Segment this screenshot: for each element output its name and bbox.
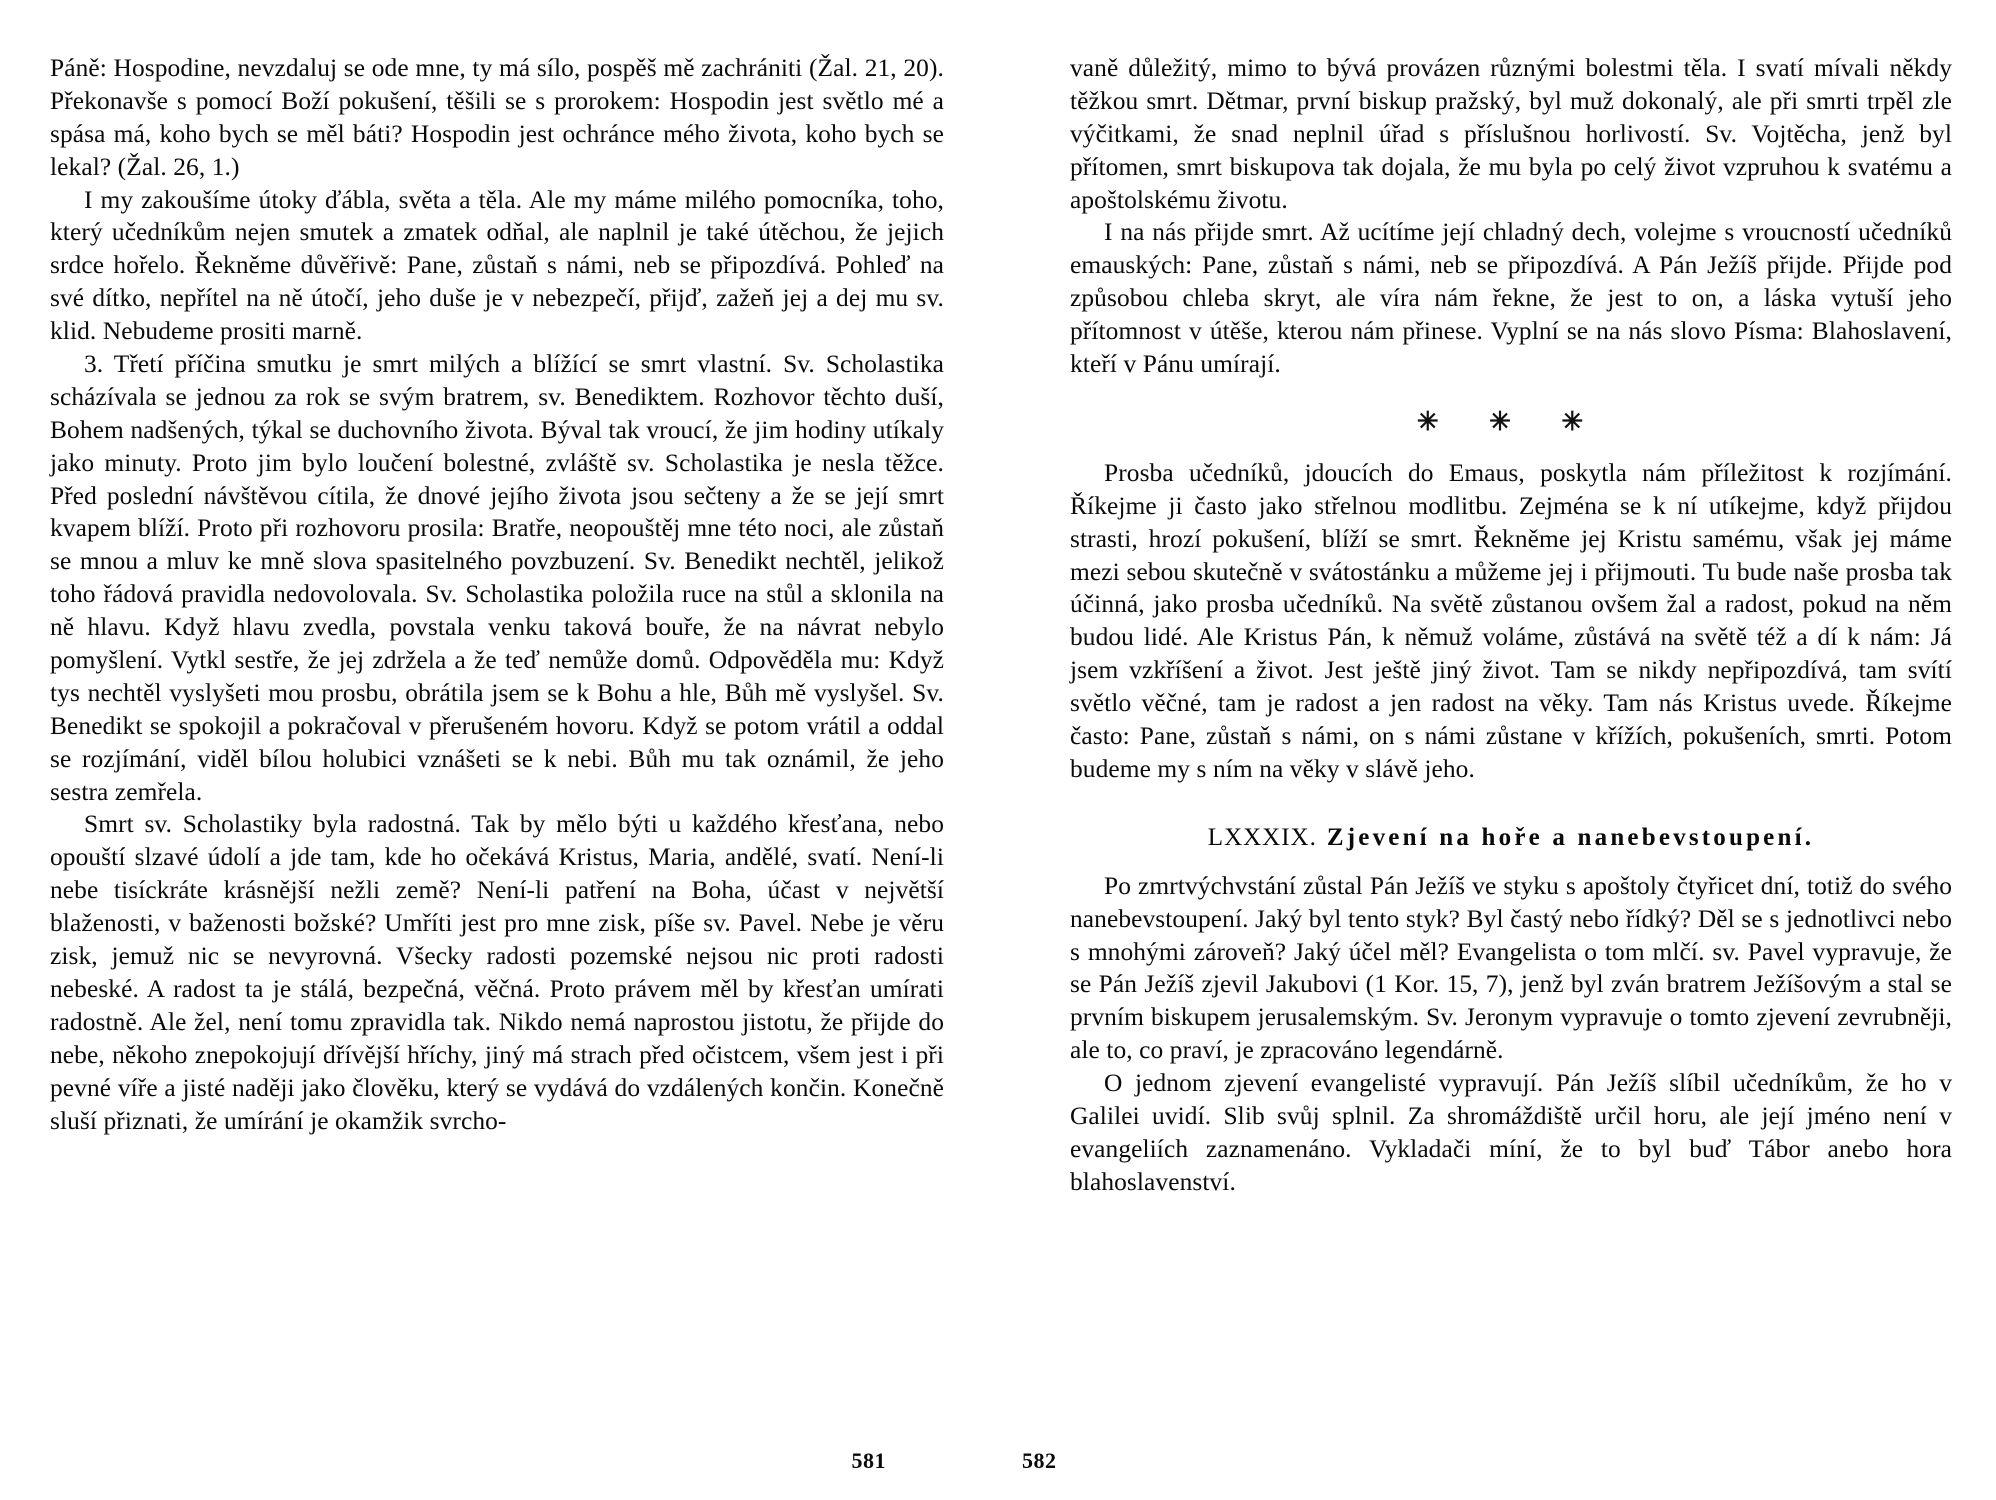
paragraph: Po zmrtvýchvstání zůstal Pán Ježíš ve styku s apoštoly čtyřicet dní, totiž do svého nanebevstoupení. Jaký byl tento styk? Byl častý nebo řídký? Děl se s jednotlivci nebo s mnohými zároveň? Jaký účel měl? Evangelista o tom mlčí. sv. Pavel vypravuje, že se Pán Ježíš zjevil Jakubovi (1 Kor. 15, 7), jenž byl zván bratrem Ježíšovým a stal se prvním biskupem jerusalemským. Sv. Jeronym vypravuje o tomto zjevení zevrubněji, ale to, co praví, je zpracováno legendárně.	[1070, 871, 1952, 1065]
paragraph: 3. Třetí příčina smutku je smrt milých a blížící se smrt vlastní. Sv. Scholastika scházívala se jednou za rok se svým bratrem, sv. Benediktem. Rozhovor těchto duší, Bohem nadšených, týkal se duchovního života. Býval tak vroucí, že jim hodiny utíkaly jako minuty. Proto jim bylo loučení bolestné, zvláště sv. Scholastika je nesla těžce. Před poslední návštěvou cítila, že dnové jejího života jsou sečteny a že se její smrt kvapem blíží. Proto při rozhovoru prosila: Bratře, neopouštěj mne této noci, ale zůstaň se mnou a mluv ke mně slova spasitelného povzbuzení. Sv. Benedikt nechtěl, jelikož toho řádová pravidla nedovolovala. Sv. Scholastika položila ruce na stůl a sklonila na ně hlavu. Když hlavu zvedla, povstala venku taková bouře, že na návrat nebylo pomyšlení. Vytkl sestře, že jej zdržela a že teď nemůže domů. Odpověděla mu: Když tys nechtěl vyslyšeti mou prosbu, obrátila jsem se k Bohu a hle, Bůh mě vyslyšel. Sv. Benedikt se spokojil a pokračoval v přerušeném hovoru. Když se potom vrátil a oddal se rozjímání, viděl bílou holubici vznášeti se k nebi. Bůh mu tak oznámil, že jeho sestra zemřela.	[50, 350, 944, 806]
page-numbers	[44, 1448, 1952, 1474]
paragraph: vaně důležitý, mimo to bývá provázen různými bolestmi těla. I svatí mívali někdy těžkou smrt. Dětmar, první biskup pražský, byl muž dokonalý, ale při smrti trpěl zle výčitkami, že snad neplnil úřad s příslušnou horlivostí. Sv. Vojtěcha, jenž byl přítomen, smrt biskupova tak dojala, že mu byla po celý život vzpruhou k svatému a apoštolskému životu.	[1070, 54, 1952, 214]
chapter-number: LXXXIX.	[1207, 823, 1317, 851]
paragraph: Smrt sv. Scholastiky byla radostná. Tak by mělo býti u každého křesťana, nebo opouští slzavé údolí a jde tam, kde ho očekává Kristus, Maria, andělé, svatí. Není-li nebe tisíckráte krásnější nežli země? Není-li patření na Boha, účast v největší blaženosti, v baženosti božské? Umříti jest pro mne zisk, píše sv. Pavel. Nebe je věru zisk, jemuž nic se nevyrovná. Všecky radosti pozemské nejsou nic proti radosti nebeské. A radost ta je stálá, bezpečná, věčná. Proto právem měl by křesťan umírati radostně. Ale žel, není tomu zpravidla tak. Nikdo nemá naprostou jistotu, že přijde do nebe, někoho znepokojují dřívější hříchy, jiný má strach před očistcem, všem jest i při pevné víře a jisté naději jako člověku, který se vydává do vzdálených končin. Konečně sluší přiznati, že umírání je okamžik svrcho-	[50, 810, 944, 1135]
two-column-spread	[44, 52, 1952, 1199]
paragraph: O jednom zjevení evangelisté vypravují. Pán Ježíš slíbil učedníkům, že ho v Galilei uvidí. Slib svůj splnil. Za shromáždiště určil horu, ale její jméno není v evangeliích zaznamenáno. Vykladači míní, že to byl buď Tábor anebo hora blahoslavenství.	[1070, 1069, 1952, 1196]
chapter-title: Zjevení na hoře a nanebevstoupení.	[1326, 823, 1815, 851]
right-page-column	[1052, 52, 1952, 1199]
section-divider-asterisks: ✳ ✳ ✳	[1416, 406, 1606, 436]
folio-right: 582	[1022, 1448, 1057, 1473]
paragraph: Páně: Hospodine, nevzdaluj se ode mne, ty má sílo, pospěš mě zachrániti (Žal. 21, 20). Překonavše s pomocí Boží pokušení, těšili se s prorokem: Hospodin jest světlo mé a spása má, koho bych se měl báti? Hospodin jest ochránce mého života, koho bych se lekal? (Žal. 26, 1.)	[50, 54, 944, 181]
paragraph: I na nás přijde smrt. Až ucítíme její chladný dech, volejme s vroucností učedníků emauských: Pane, zůstaň s námi, neb se připozdívá. A Pán Ježíš přijde. Přijde pod způsobou chleba skryt, ale víra nám řekne, že jest to on, a láska vytuší jeho přítomnost v útěše, kterou nám přinese. Vyplní se na nás slovo Písma: Blahoslavení, kteří v Pánu umírají.	[1070, 218, 1952, 379]
chapter-heading	[1070, 824, 1952, 852]
left-page-column	[44, 52, 944, 1137]
paragraph: I my zakoušíme útoky ďábla, světa a těla. Ale my máme milého pomocníka, toho, který učedníkům nejen smutek a zmatek odňal, ale naplnil je také útěchou, že jejich srdce hořelo. Řekněme důvěřivě: Pane, zůstaň s námi, neb se připozdívá. Pohleď na své dítko, nepřítel na ně útočí, jeho duše je v nebezpečí, přijď, zažeň jej a dej mu sv. klid. Nebudeme prositi marně.	[50, 185, 944, 346]
paragraph: Prosba učedníků, jdoucích do Emaus, poskytla nám příležitost k rozjímání. Říkejme ji často jako střelnou modlitbu. Zejména se k ní utíkejme, když přijdou strasti, hrozí pokušení, blíží se smrt. Řekněme jej Kristu samému, však jej máme mezi sebou skutečně v svátostánku a můžeme jej i přijmouti. Tu bude naše prosba tak účinná, jako prosba učedníků. Na světě zůstanou ovšem žal a radost, pokud na něm budou lidé. Ale Kristus Pán, k němuž voláme, zůstává na světě též a dí k nám: Já jsem vzkříšení a život. Jest ještě jiný život. Tam se nikdy nepřipozdívá, tam svítí světlo věčné, tam je radost a jen radost na věky. Tam nás Kristus uvede. Říkejme často: Pane, zůstaň s námi, on s námi zůstane v křížích, pokušeních, smrti. Potom budeme my s ním na věky v slávě jeho.	[1070, 458, 1952, 783]
folio-left: 581	[851, 1448, 886, 1473]
